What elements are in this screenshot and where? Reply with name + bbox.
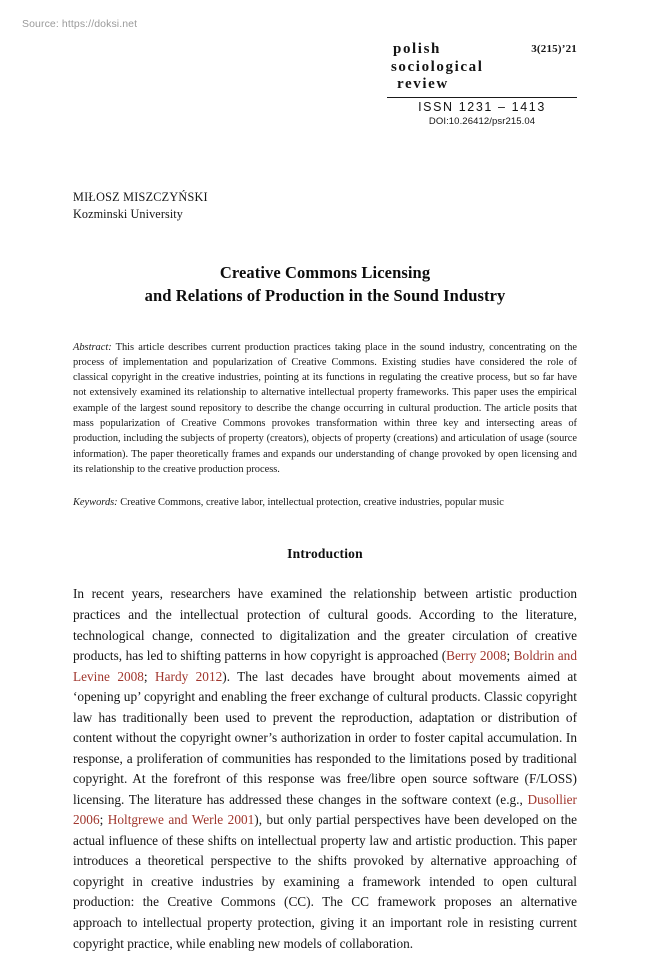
citation-berry-2008[interactable]: Berry 2008 bbox=[446, 648, 507, 664]
article-title bbox=[73, 261, 577, 308]
paragraph-text-segment-2: ). The last decades have brought about movements aimed at ‘opening up’ copyright and enabling the freer exchange of cultural products. Classic copyright law has traditionally been used to prevent the reproduction, adaptation or distribution of content without the copyright owner’s authorization in order to foster capital accumulation. In response, a proliferation of communities has responded to the limitations posed by traditional copyright. At the forefront of this response was free/libre open source software (F/LOSS) licensing. The literature has addressed these changes in the software context (e.g., bbox=[73, 668, 577, 807]
author-affiliation: Kozminski University bbox=[73, 206, 183, 221]
paragraph-text-segment-1: In recent years, researchers have examined the relationship between artistic production practices and the intellectual protection of cultural goods. According to the literature, technological change, connected to digitalization and the greater circulation of creative products, has led to shifting patterns in how copyright is approached ( bbox=[73, 586, 577, 664]
section-heading-introduction: Introduction bbox=[287, 546, 363, 562]
journal-issue-number: 3(215)’21 bbox=[531, 43, 577, 55]
abstract-label: Abstract: bbox=[73, 341, 112, 353]
author-name: MIŁOSZ MISZCZYŃSKI bbox=[73, 190, 208, 204]
citation-dusollier-2006[interactable]: Dusollier 2006 bbox=[73, 791, 577, 828]
article-title-line-1: Creative Commons Licensing bbox=[219, 262, 431, 282]
journal-issn: ISSN 1231 – 1413 bbox=[418, 100, 546, 115]
abstract-text: This article describes current production practices taking place in the sound industry, concentrating on the process of implementation and popularization of Creative Commons. Existing studies have considered the role of classical copyright in the creative industries, pointing at its functions in regulating the creative process, but so far have not extensively examined its relationship to alternative intellectual property frameworks. This paper uses the empirical example of the largest sound repository to describe the change occurring in cultural production. The article posits that mass popularization of Creative Commons provokes transformation within three key and intersecting areas of production, including the subjects of property (creators), objects of property (creations) and articulation of usage (source information). The paper theoretically frames and expands our understanding of change provoked by open licensing and its relationship to the creative production process. bbox=[73, 341, 577, 475]
abstract-section bbox=[73, 340, 577, 478]
article-doi: DOI:10.26412/psr215.04 bbox=[428, 116, 536, 128]
citation-boldrin-and-levine-2008[interactable]: Boldrin and Levine 2008 bbox=[73, 648, 577, 684]
citation-hardy-2012[interactable]: Hardy 2012 bbox=[155, 668, 223, 684]
citation-separator-1: ; bbox=[506, 648, 514, 664]
citation-separator-2: ; bbox=[143, 668, 156, 684]
source-watermark: Source: https://doksi.net bbox=[22, 18, 138, 30]
article-content-column bbox=[73, 0, 577, 954]
journal-title-word-polish: polish bbox=[393, 41, 441, 57]
introduction-paragraph bbox=[73, 584, 577, 954]
journal-title-word-sociological: sociological bbox=[391, 58, 484, 75]
paragraph-text-segment-3: ), but only partial perspectives have been developed on the actual influence of these shifts on intellectual property law and artistic production. This paper introduces a theoretical perspective to the shifts provoked by alternative approaching of copyright in creative industries by examining a framework intended to open cultural production: the Creative Commons (CC). The CC framework proposes an alternative approach to intellectual property protection, giving it an important role in resisting current copyright practice, while enabling new models of collaboration. bbox=[73, 812, 577, 951]
keywords-section bbox=[73, 495, 577, 510]
author-block bbox=[73, 189, 577, 223]
keywords-label: Keywords: bbox=[73, 497, 118, 509]
citation-holtgrewe-and-werle-2001[interactable]: Holtgrewe and Werle 2001 bbox=[107, 812, 255, 828]
journal-title-word-review: review bbox=[397, 76, 449, 93]
article-title-line-2: and Relations of Production in the Sound Industry bbox=[144, 286, 506, 306]
citation-separator-3: ; bbox=[99, 812, 108, 828]
keywords-text: Creative Commons, creative labor, intellectual protection, creative industries, popular music bbox=[117, 497, 504, 509]
